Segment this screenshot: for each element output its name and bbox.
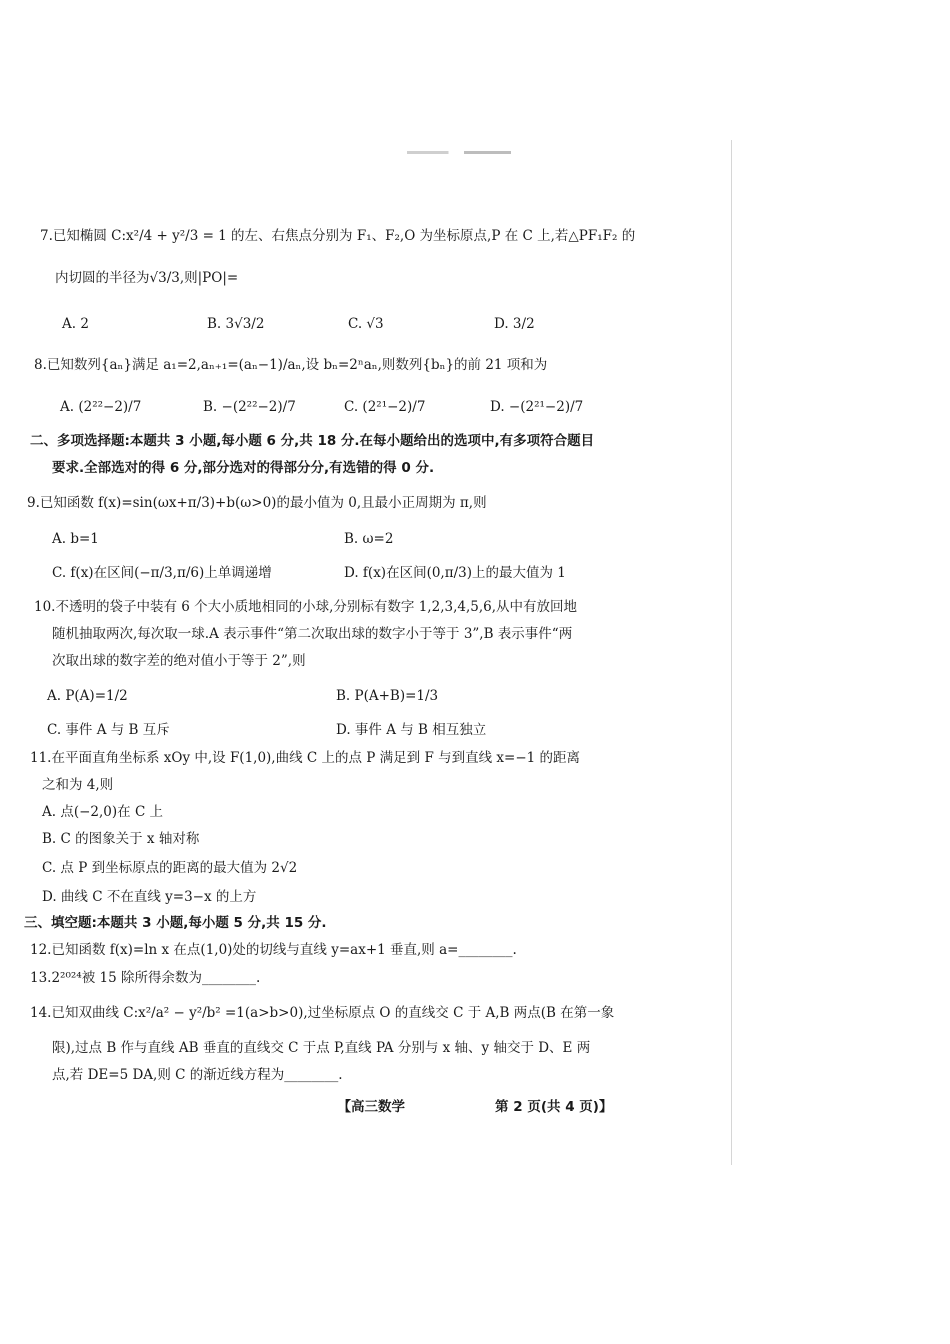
q8-stem: 8.已知数列{aₙ}满足 a₁=2,aₙ₊₁=(aₙ−1)/aₙ,设 bₙ=2ⁿaₙ,则数列{bₙ}的前 21 项和为 [34, 357, 548, 373]
q8-option-a: A. (2²²−2)/7 [60, 399, 142, 415]
q11-stem-line1: 11.在平面直角坐标系 xOy 中,设 F(1,0),曲线 C 上的点 P 满足到 F 与到直线 x=−1 的距离 [30, 750, 581, 766]
q9-stem: 9.已知函数 f(x)=sin(ωx+π/3)+b(ω>0)的最小值为 0,且最小正周期为 π,则 [27, 495, 487, 511]
q14-stem-line3: 点,若 DE=5 DA,则 C 的渐近线方程为________. [52, 1067, 343, 1083]
q10-option-d: D. 事件 A 与 B 相互独立 [336, 722, 487, 738]
q13-stem: 13.2²⁰²⁴被 15 除所得余数为________. [30, 970, 261, 986]
q7-option-a: A. 2 [62, 316, 89, 332]
footer-subject: 【高三数学 [337, 1099, 406, 1115]
q9-option-b: B. ω=2 [344, 531, 394, 547]
q10-option-c: C. 事件 A 与 B 互斥 [47, 722, 170, 738]
q9-option-c: C. f(x)在区间(−π/3,π/6)上单调递增 [52, 565, 272, 581]
section2-heading-line1: 二、多项选择题:本题共 3 小题,每小题 6 分,共 18 分.在每小题给出的选项中,有多项符合题目 [30, 433, 595, 449]
q7-stem-line1: 7.已知椭圆 C:x²/4 + y²/3 = 1 的左、右焦点分别为 F₁、F₂,O 为坐标原点,P 在 C 上,若△PF₁F₂ 的 [40, 228, 636, 244]
footer-page-number: 第 2 页(共 4 页)】 [495, 1099, 613, 1115]
section3-heading: 三、填空题:本题共 3 小题,每小题 5 分,共 15 分. [24, 915, 327, 931]
page-footer [0, 1095, 950, 1115]
q10-stem-line2: 随机抽取两次,每次取一球.A 表示事件“第二次取出球的数字小于等于 3”,B 表示事件“两 [52, 626, 573, 642]
q14-stem-line1: 14.已知双曲线 C:x²/a² − y²/b² =1(a>b>0),过坐标原点 O 的直线交 C 于 A,B 两点(B 在第一象 [30, 1005, 615, 1021]
q8-option-d: D. −(2²¹−2)/7 [490, 399, 584, 415]
q11-option-b: B. C 的图象关于 x 轴对称 [42, 831, 200, 847]
q10-option-b: B. P(A+B)=1/3 [336, 688, 439, 704]
q14-stem-line2: 限),过点 B 作与直线 AB 垂直的直线交 C 于点 P,直线 PA 分别与 x 轴、y 轴交于 D、E 两 [52, 1040, 591, 1056]
q10-option-a: A. P(A)=1/2 [47, 688, 128, 704]
q10-stem-line1: 10.不透明的袋子中装有 6 个大小质地相同的小球,分别标有数字 1,2,3,4,5,6,从中有放回地 [34, 599, 578, 615]
q8-option-c: C. (2²¹−2)/7 [344, 399, 426, 415]
q7-stem-line2: 内切圆的半径为√3/3,则|PO|= [55, 270, 239, 286]
q9-option-a: A. b=1 [52, 531, 99, 547]
q11-option-c: C. 点 P 到坐标原点的距离的最大值为 2√2 [42, 860, 298, 876]
scan-mark [407, 151, 511, 154]
section2-heading-line2: 要求.全部选对的得 6 分,部分选对的得部分分,有选错的得 0 分. [52, 460, 435, 476]
q7-option-c: C. √3 [348, 316, 384, 332]
q10-stem-line3: 次取出球的数字差的绝对值小于等于 2”,则 [52, 653, 306, 669]
q11-option-d: D. 曲线 C 不在直线 y=3−x 的上方 [42, 889, 257, 905]
page-edge-line [731, 140, 732, 1165]
q11-stem-line2: 之和为 4,则 [42, 777, 114, 793]
q7-option-d: D. 3/2 [494, 316, 535, 332]
q8-option-b: B. −(2²²−2)/7 [203, 399, 296, 415]
q7-option-b: B. 3√3/2 [207, 316, 265, 332]
q9-option-d: D. f(x)在区间(0,π/3)上的最大值为 1 [344, 565, 566, 581]
q12-stem: 12.已知函数 f(x)=ln x 在点(1,0)处的切线与直线 y=ax+1 垂直,则 a=________. [30, 942, 517, 958]
q11-option-a: A. 点(−2,0)在 C 上 [42, 804, 164, 820]
